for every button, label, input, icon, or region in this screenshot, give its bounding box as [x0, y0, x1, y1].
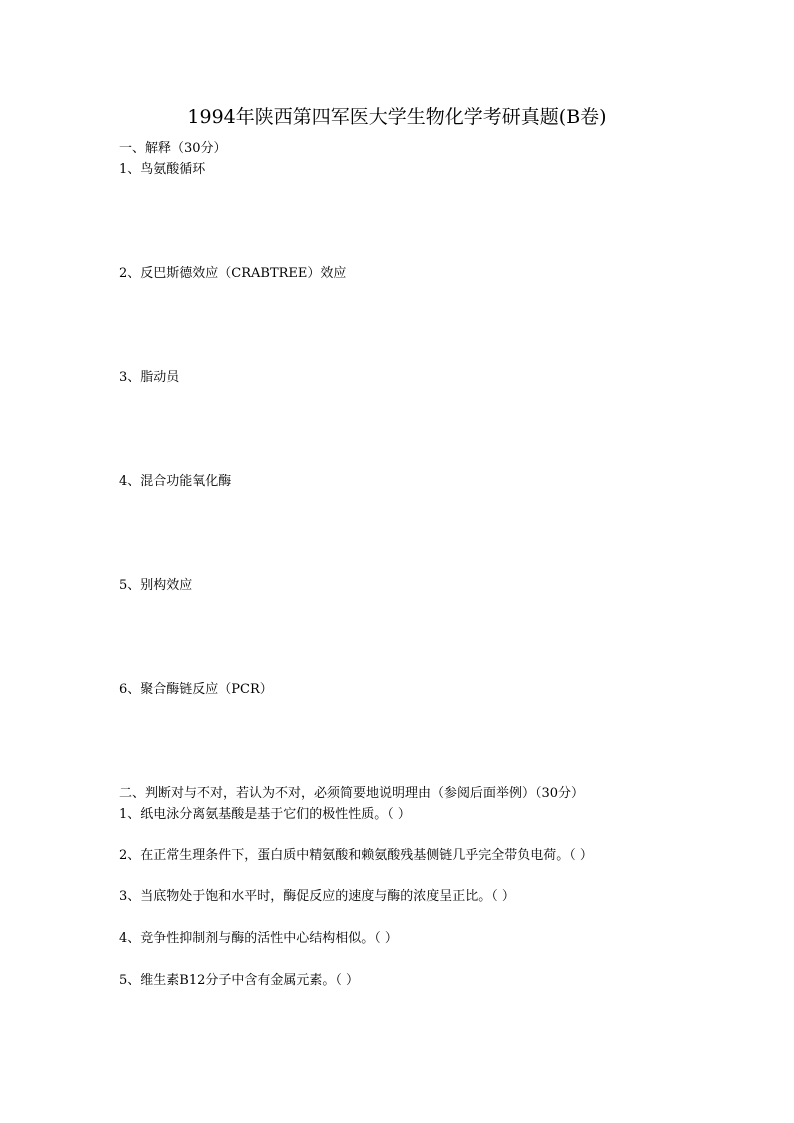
section-2-item-1: 1、纸电泳分离氨基酸是基于它们的极性性质。（ ）	[119, 807, 411, 822]
section-1-heading: 一、解释（30分）	[119, 141, 227, 156]
section-1-item-2: 2、反巴斯德效应（CRABTREE）效应	[119, 266, 347, 281]
section-1-item-3: 3、脂动员	[119, 370, 180, 385]
section-2-item-5: 5、维生素B12分子中含有金属元素。（ ）	[119, 973, 359, 988]
section-1-item-4: 4、混合功能氧化酶	[119, 474, 232, 489]
section-1-item-6: 6、聚合酶链反应（PCR）	[119, 682, 273, 697]
page-title: 1994年陕西第四军医大学生物化学考研真题(B卷)	[187, 106, 607, 128]
section-2-heading: 二、判断对与不对，若认为不对，必须简要地说明理由（参阅后面举例）（30分）	[119, 786, 585, 801]
section-1-item-5: 5、别构效应	[119, 578, 193, 593]
section-2-item-3: 3、当底物处于饱和水平时，酶促反应的速度与酶的浓度呈正比。（ ）	[119, 889, 515, 904]
section-2-item-4: 4、竞争性抑制剂与酶的活性中心结构相似。（ ）	[119, 931, 398, 946]
section-1-item-1: 1、鸟氨酸循环	[119, 162, 206, 177]
section-2-item-2: 2、在正常生理条件下，蛋白质中精氨酸和赖氨酸残基侧链几乎完全带负电荷。（ ）	[119, 848, 593, 863]
